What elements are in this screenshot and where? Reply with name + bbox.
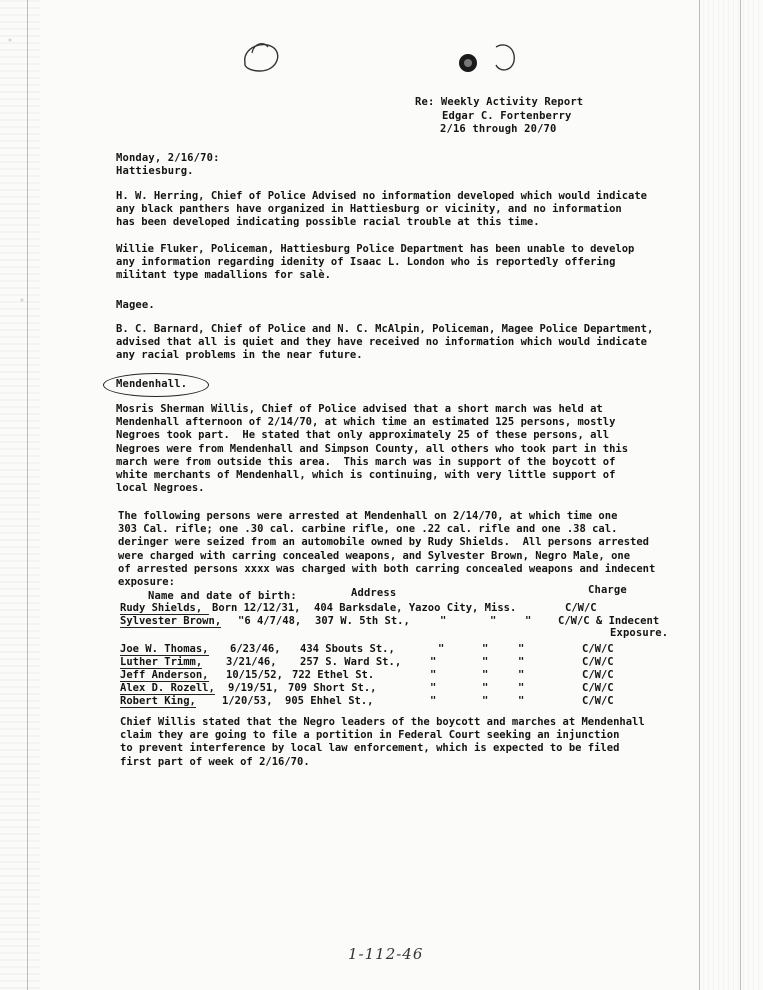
text-line: 303 Cal. rifle; one .30 cal. carbine rifle, one .22 cal. rifle and one .38 cal.	[118, 523, 618, 536]
text-line: Negroes took part. He stated that only approximately 25 of these persons, all	[116, 429, 610, 442]
arrestee-dob: 1/20/53,	[222, 695, 273, 707]
paragraph-herring	[116, 190, 647, 230]
arrestee-name: Alex D. Rozell,	[120, 682, 215, 694]
column-header-address: Address	[351, 587, 397, 599]
ditto-mark: "	[518, 682, 525, 694]
arrestee-charge: C/W/C & Indecent	[558, 615, 660, 627]
text-line: claim they are going to file a portition in Federal Court seeking an injunction	[120, 729, 620, 742]
entry-city: Hattiesburg.	[116, 165, 194, 177]
ditto-mark: "	[490, 615, 497, 627]
paragraph-barnard	[116, 323, 653, 363]
arrestee-charge: C/W/C	[582, 643, 614, 655]
author-name: Edgar C. Fortenberry	[442, 110, 572, 122]
arrestee-charge: C/W/C	[582, 682, 614, 694]
arrestee-dob: 9/19/51,	[228, 682, 279, 694]
arrestee-dob: 10/15/52,	[226, 669, 283, 681]
arrestee-address: 307 W. 5th St.,	[315, 615, 410, 627]
paragraph-willis	[116, 403, 628, 495]
text-line: first part of week of 2/16/70.	[120, 755, 310, 768]
ditto-mark: "	[518, 695, 525, 707]
punch-holes	[230, 35, 530, 95]
ditto-mark: "	[440, 615, 447, 627]
table-row	[120, 669, 720, 682]
text-line: any information regarding idenity of Isaac L. London who is reportedly offering	[116, 256, 616, 269]
arrestee-address: 257 S. Ward St.,	[300, 656, 402, 668]
arrestee-address: 722 Ethel St.	[292, 669, 375, 681]
text-line: deringer were seized from an automobile owned by Rudy Shields. All persons arrested	[118, 536, 650, 549]
paragraph-arrests	[118, 510, 655, 589]
table-row	[120, 682, 720, 695]
text-line: The following persons were arrested at Mendenhall on 2/14/70, at which time one	[118, 510, 618, 522]
arrestee-address: 434 Sbouts St.,	[300, 643, 395, 655]
arrestee-name: Sylvester Brown,	[120, 615, 222, 627]
table-row	[120, 643, 720, 656]
arrestee-dob: 6/23/46,	[230, 643, 281, 655]
re-line: Re: Weekly Activity Report	[415, 96, 584, 108]
ditto-mark: "	[482, 682, 489, 694]
text-line: advised that all is quiet and they have received no information which would indicate	[116, 336, 648, 349]
text-line: has been developed indicating possible racial trouble at this time.	[116, 216, 540, 229]
text-line: Mendenhall afternoon of 2/14/70, at which time an estimated 125 persons, mostly	[116, 416, 616, 429]
handwritten-file-number: 1-112-46	[348, 945, 424, 963]
paragraph-fluker	[116, 243, 634, 283]
ditto-mark: "	[482, 656, 489, 668]
ditto-mark: "	[482, 695, 489, 707]
text-line: militant type madallions for salè.	[116, 269, 331, 282]
heading-mendenhall: Mendenhall.	[116, 378, 188, 390]
ditto-mark: "	[438, 643, 445, 655]
report-dates: 2/16 through 20/70	[440, 123, 557, 135]
ditto-mark: "	[482, 643, 489, 655]
ditto-mark: "	[518, 656, 525, 668]
arrestee-name: Robert King,	[120, 695, 196, 707]
text-line: of arrested persons xxxx was charged with both carring concealed weapons and indecent	[118, 562, 656, 575]
text-line: any black panthers have organized in Hattiesburg or vicinity, and no information	[116, 203, 622, 216]
ditto-mark: "	[518, 669, 525, 681]
arrestee-dob: Born 12/12/31,	[212, 602, 301, 614]
scan-margin-line	[699, 0, 700, 990]
text-line: Mosris Sherman Willis, Chief of Police advised that a short march was held at	[116, 403, 603, 415]
scan-margin-line	[740, 0, 741, 990]
arrestee-address: 709 Short St.,	[288, 682, 377, 694]
ditto-mark: "	[430, 682, 437, 694]
arrestee-charge: C/W/C	[565, 602, 597, 614]
ditto-mark: "	[430, 669, 437, 681]
scan-margin-line	[27, 0, 28, 990]
arrestee-name: Luther Trimm,	[120, 656, 203, 668]
ditto-mark: "	[518, 643, 525, 655]
arrestee-address: 905 Ehhel St.,	[285, 695, 374, 707]
text-line: were charged with carring concealed weapons, and Sylvester Brown, Negro Male, one	[118, 549, 631, 562]
text-line: B. C. Barnard, Chief of Police and N. C. McAlpin, Policeman, Magee Police Department,	[116, 323, 654, 335]
arrestee-name: Rudy Shields,	[120, 602, 209, 614]
arrestee-address: 404 Barksdale, Yazoo City, Miss.	[314, 602, 517, 614]
arrestee-dob: 3/21/46,	[226, 656, 277, 668]
text-line: H. W. Herring, Chief of Police Advised no information developed which would indicate	[116, 190, 648, 202]
column-header-name: Name and date of birth:	[148, 590, 297, 602]
text-line: march were from outside this area. This march was in support of the boycott of	[116, 455, 616, 468]
column-header-charge: Charge	[588, 584, 627, 596]
table-row	[120, 695, 720, 708]
paragraph-closing	[120, 716, 645, 769]
text-line: local Negroes.	[116, 482, 205, 495]
ditto-mark: "	[525, 615, 532, 627]
table-row	[120, 656, 720, 669]
arrestee-charge: C/W/C	[582, 669, 614, 681]
text-line: any racial problems in the near future.	[116, 349, 363, 362]
charge-continuation: Exposure.	[610, 627, 669, 639]
text-line: Willie Fluker, Policeman, Hattiesburg Police Department has been unable to develop	[116, 243, 635, 255]
ditto-mark: "	[430, 656, 437, 668]
scan-edge-noise	[0, 0, 40, 990]
text-line: Negroes were from Mendenhall and Simpson County, all others who took part in this	[116, 442, 629, 455]
text-line: exposure:	[118, 576, 175, 589]
scan-edge-noise	[703, 0, 763, 990]
entry-date: Monday, 2/16/70:	[116, 152, 220, 164]
arrestee-name: Jeff Anderson,	[120, 669, 209, 681]
arrestee-charge: C/W/C	[582, 695, 614, 707]
text-line: to prevent interference by local law enforcement, which is expected to be filed	[120, 742, 620, 755]
arrestee-charge: C/W/C	[582, 656, 614, 668]
ditto-mark: "	[482, 669, 489, 681]
table-row	[120, 602, 720, 615]
heading-magee: Magee.	[116, 299, 155, 311]
text-line: Chief Willis stated that the Negro leaders of the boycott and marches at Mendenhall	[120, 716, 645, 728]
arrestee-name: Joe W. Thomas,	[120, 643, 209, 655]
arrestee-dob: "6 4/7/48,	[238, 615, 302, 627]
ditto-mark: "	[430, 695, 437, 707]
text-line: white merchants of Mendenhall, which is continuing, with very little support of	[116, 469, 616, 482]
